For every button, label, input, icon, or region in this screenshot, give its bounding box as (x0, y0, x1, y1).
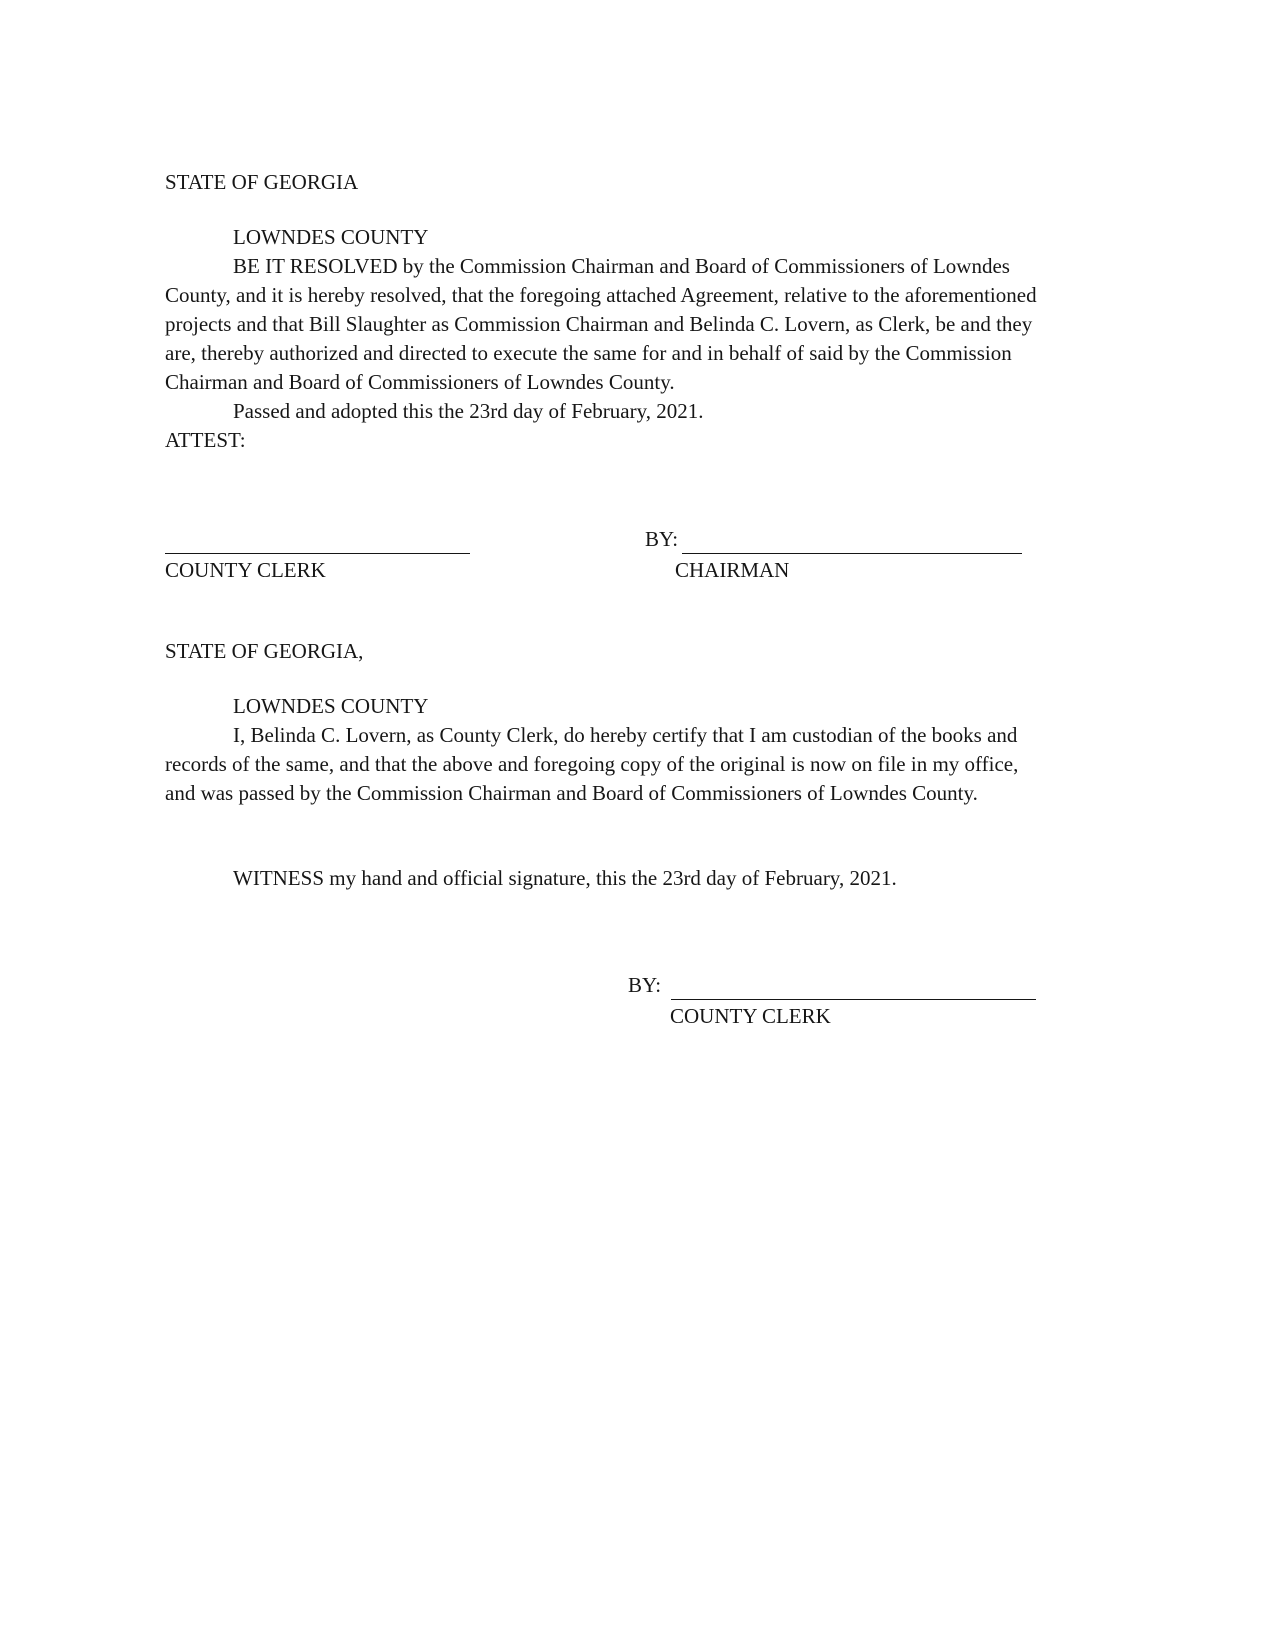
attest-label: ATTEST: (165, 428, 246, 452)
clerk-signature-block (165, 527, 475, 585)
county-clerk-label-2: COUNTY CLERK (670, 1004, 831, 1028)
clerk-signature-line (165, 527, 470, 554)
clerk-by-signature-block (628, 971, 1060, 1031)
by-label: BY: (645, 527, 679, 551)
county-clerk-signature-line (671, 973, 1036, 1000)
by-label-2: BY: (628, 973, 662, 997)
chairman-label: CHAIRMAN (675, 558, 790, 582)
county-clerk-label: COUNTY CLERK (165, 558, 326, 582)
state-heading-2: STATE OF GEORGIA, (165, 639, 364, 663)
county-heading: LOWNDES COUNTY (233, 225, 429, 249)
witness-line: WITNESS my hand and official signature, this the 23rd day of February, 2021. (233, 866, 897, 890)
chairman-signature-block (645, 525, 1022, 585)
passed-adopted-line: Passed and adopted this the 23rd day of February, 2021. (233, 399, 704, 423)
chairman-signature-line (682, 527, 1022, 554)
state-heading: STATE OF GEORGIA (165, 170, 359, 194)
certification-paragraph: I, Belinda C. Lovern, as County Clerk, do hereby certify that I am custodian of the books and records of the same, and that the above and foregoing copy of the original is now on file in my office, and was passed by the Commission Chairman and Board of Commissioners of Lowndes County. (165, 723, 1019, 805)
attest-signature-row (165, 525, 1045, 585)
county-heading-2: LOWNDES COUNTY (233, 694, 429, 718)
resolution-paragraph: BE IT RESOLVED by the Commission Chairman and Board of Commissioners of Lowndes County, and it is hereby resolved, that the foregoing attached Agreement, relative to the aforementioned projects and that Bill Slaughter as Commission Chairman and Belinda C. Lovern, as Clerk, be and they are, thereby authorized and directed to execute the same for and in behalf of said by the Commission Chairman and Board of Commissioners of Lowndes County. (165, 254, 1037, 394)
